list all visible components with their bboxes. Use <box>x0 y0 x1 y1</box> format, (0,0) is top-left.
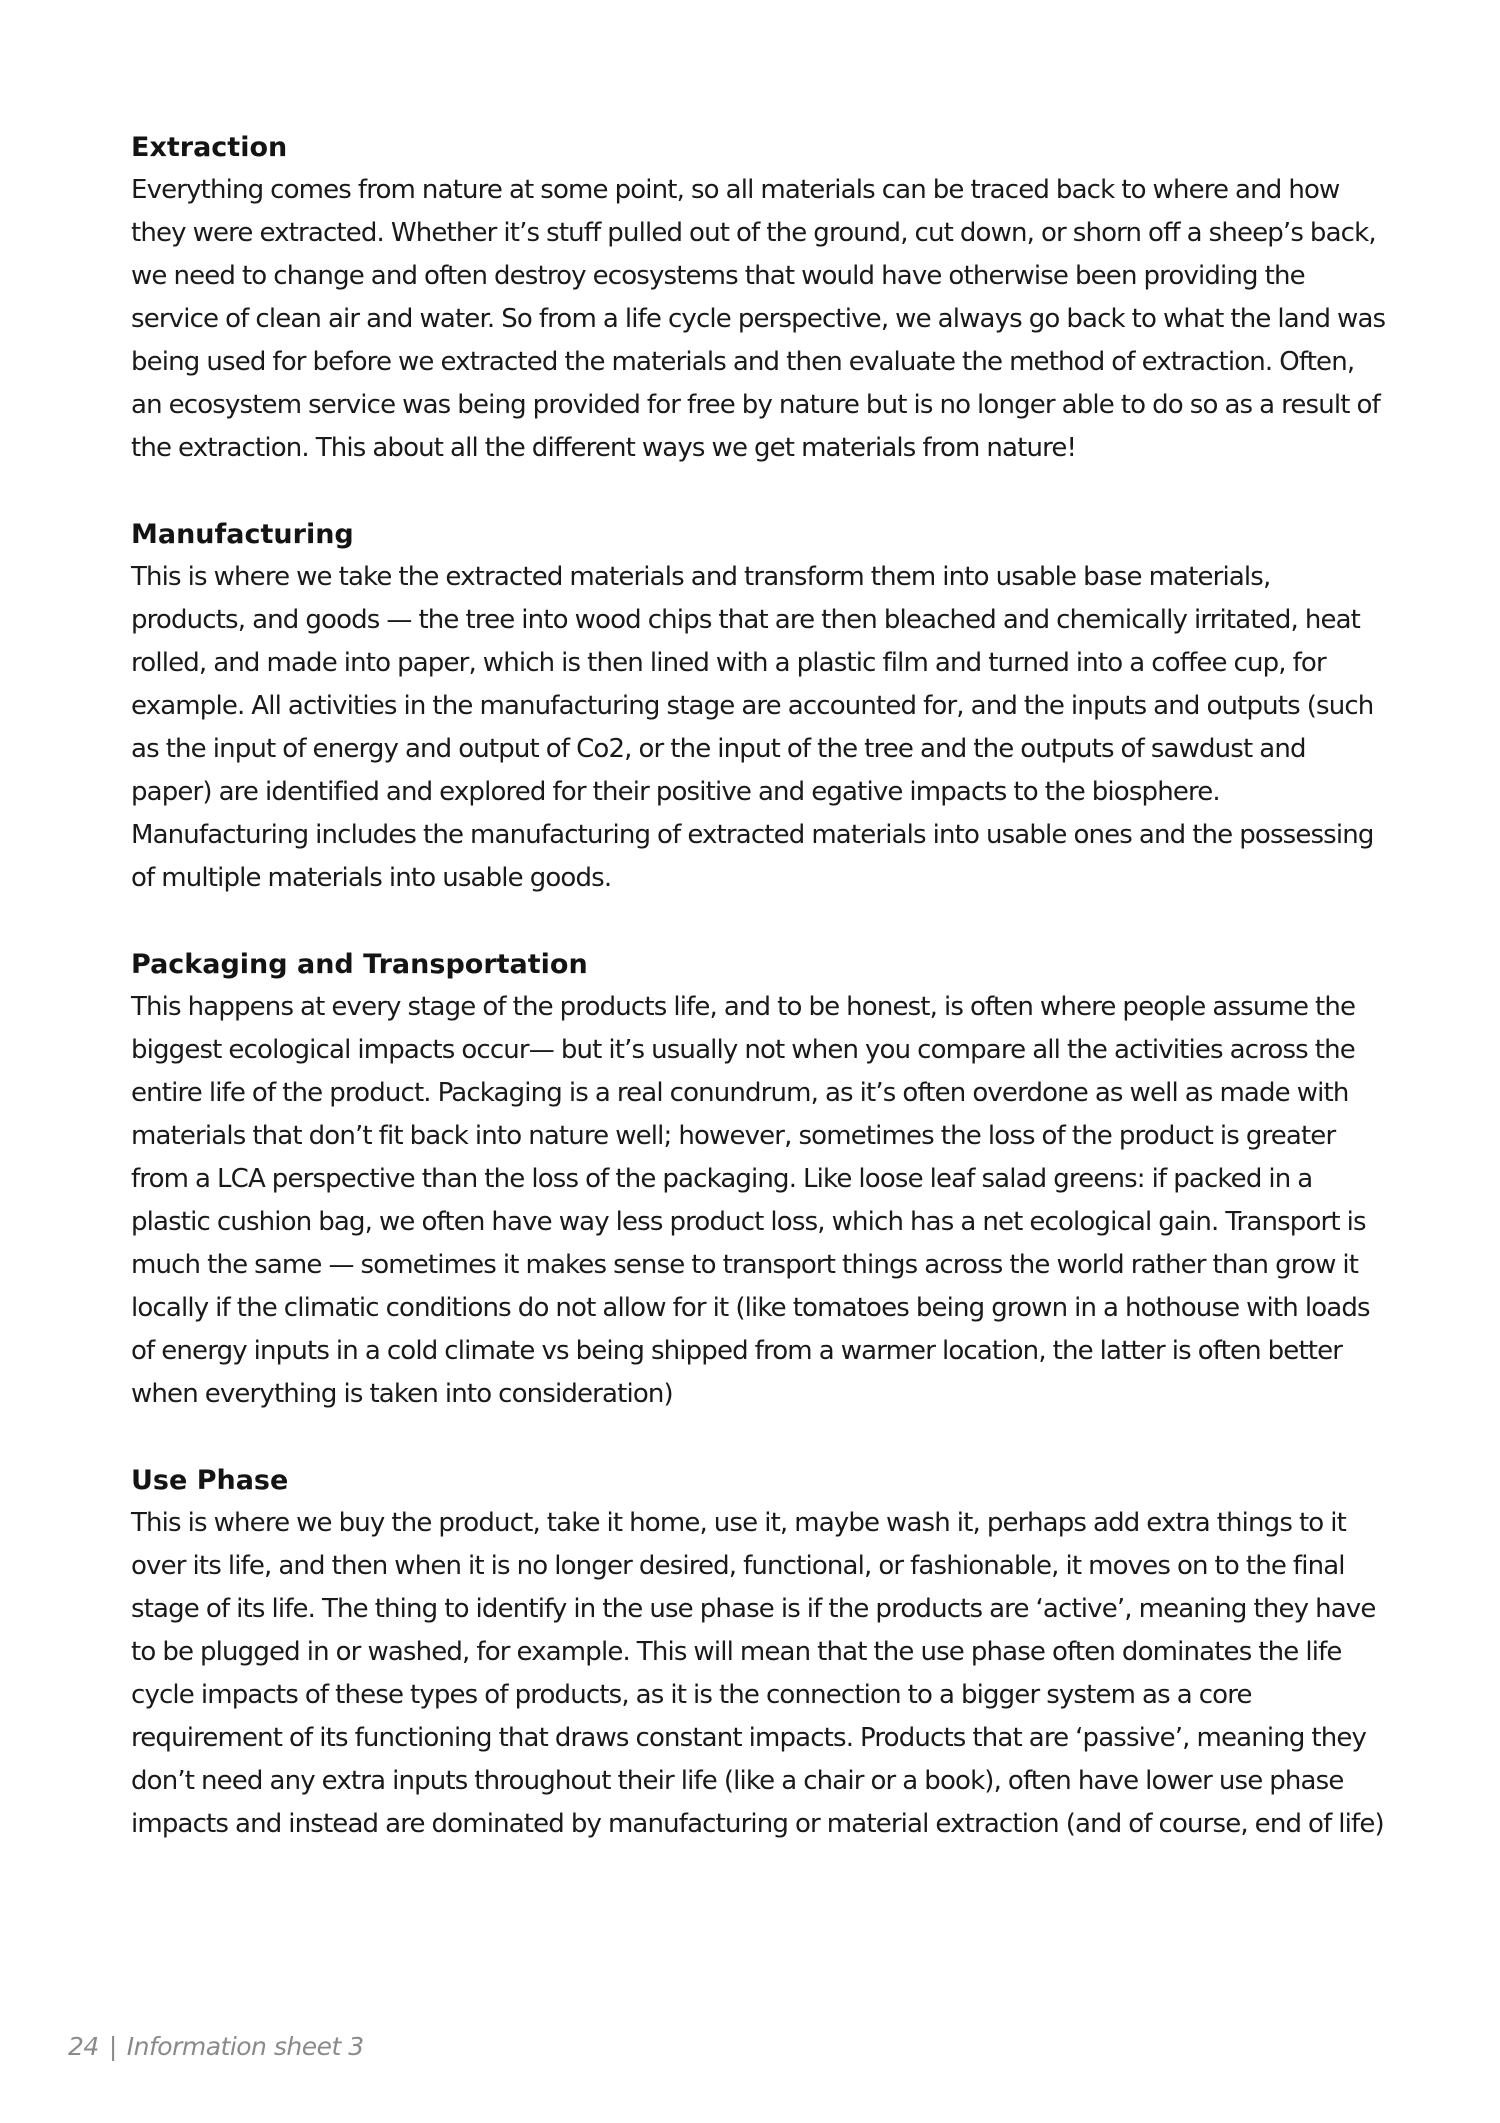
section-title: Extraction <box>131 132 288 163</box>
section-title: Manufacturing <box>131 519 354 550</box>
section-title: Packaging and Transportation <box>131 949 588 980</box>
section-title: Use Phase <box>131 1465 289 1496</box>
section-body: This is where we take the extracted materials and transform them into usable base materials, products, and goods — the tree into wood chips that are then bleached and chemically irritated, heat rolled, and made into paper, which is then lined with a plastic film and turned into a coffee cup, for example. All activities in the manufacturing stage are accounted for, and the inputs and outputs (such as the input of energy and output of Co2, or the input of the tree and the outputs of sawdust and paper) are identified and explored for their positive and egative impacts to the biosphere. Manufacturing includes the manufacturing of extracted materials into usable ones and the possessing of multiple materials into usable goods. <box>131 562 1374 893</box>
sheet-label: Information sheet 3 <box>126 2032 364 2061</box>
section-body: This is where we buy the product, take it home, use it, maybe wash it, perhaps add extra things to it over its life, and then when it is no longer desired, functional, or fashionable, it moves on to the final stage of its life. The thing to identify in the use phase is if the products are ‘active’, meaning they have to be plugged in or washed, for example. This will mean that the use phase often dominates the life cycle impacts of these types of products, as it is the connection to a bigger system as a core requirement of its functioning that draws constant impacts. Products that are ‘passive’, meaning they don’t need any extra inputs throughout their life (like a chair or a book), often have lower use phase impacts and instead are dominated by manufacturing or material extraction (and of course, end of life) <box>131 1508 1384 1839</box>
section-body: Everything comes from nature at some point, so all materials can be traced back to where and how they were extracted. Whether it’s stuff pulled out of the ground, cut down, or shorn off a sheep’s back, we need to change and often destroy ecosystems that would have otherwise been providing the service of clean air and water. So from a life cycle perspective, we always go back to what the land was being used for before we extracted the materials and then evaluate the method of extraction. Often, an ecosystem service was being provided for free by nature but is no longer able to do so as a result of the extraction. This about all the different ways we get materials from nature! <box>131 175 1386 463</box>
section-manufacturing <box>131 513 1391 900</box>
section-packaging-transportation <box>131 943 1391 1416</box>
section-body: This happens at every stage of the products life, and to be honest, is often where people assume the biggest ecological impacts occur— but it’s usually not when you compare all the activities across the entire life of the product. Packaging is a real conundrum, as it’s often overdone as well as made with materials that don’t fit back into nature well; however, sometimes the loss of the product is greater from a LCA perspective than the loss of the packaging. Like loose leaf salad greens: if packed in a plastic cushion bag, we often have way less product loss, which has a net ecological gain. Transport is much the same — sometimes it makes sense to transport things across the world rather than grow it locally if the climatic conditions do not allow for it (like tomatoes being grown in a hothouse with loads of energy inputs in a cold climate vs being shipped from a warmer location, the latter is often better when everything is taken into consideration) <box>131 992 1370 1409</box>
section-use-phase <box>131 1459 1391 1846</box>
page-footer <box>68 2031 364 2063</box>
document-content <box>131 126 1391 1889</box>
footer-separator: | <box>108 2032 117 2061</box>
section-extraction <box>131 126 1391 470</box>
page-number: 24 <box>68 2032 99 2061</box>
